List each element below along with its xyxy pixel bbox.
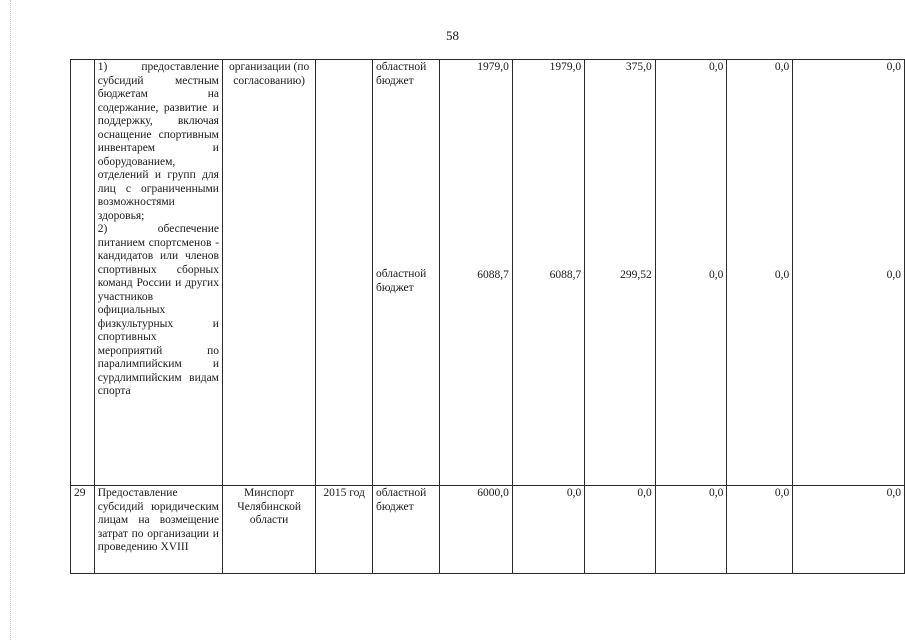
- activity-name-cell: [94, 60, 222, 486]
- value: 0,0: [886, 268, 901, 281]
- value: 6000,0: [439, 486, 512, 574]
- value: 6088,7: [549, 268, 582, 281]
- value-cell: [512, 60, 584, 486]
- budget-table: [70, 59, 905, 574]
- table-row: [71, 486, 905, 574]
- value: 0,0: [585, 486, 655, 574]
- year: [316, 60, 373, 486]
- funding-source: областной бюджет: [375, 61, 427, 87]
- value: 0,0: [512, 486, 584, 574]
- value: 6088,7: [477, 268, 509, 281]
- activity-name: Предоставление субсидий юридическим лицам на возмещение затрат по организации и проведению XVIII: [94, 486, 222, 574]
- value-cell: [439, 60, 512, 486]
- value-cell: [585, 60, 655, 486]
- funding-source: областной бюджет: [375, 268, 427, 294]
- value: 1979,0: [477, 61, 509, 73]
- value: 0,0: [886, 61, 901, 73]
- value-cell: [793, 60, 905, 486]
- row-number: [71, 60, 95, 486]
- page-number: 58: [446, 28, 459, 43]
- value-cell: [727, 60, 793, 486]
- value: 0,0: [793, 486, 905, 574]
- funding-source-cell: [372, 60, 439, 486]
- year: 2015 год: [316, 486, 373, 574]
- row-number: 29: [71, 486, 95, 574]
- activity-name: 2) обеспечение питанием спортсменов - кандидатов или членов спортивных сборных команд России и других участников официальных физкультурных и спортивных мероприятий по паралимпийским и сурдлимпийским видам спорта: [97, 223, 219, 397]
- value: 0,0: [708, 268, 724, 281]
- page-edge-mark: [10, 0, 11, 640]
- value: 0,0: [727, 486, 793, 574]
- value: 375,0: [625, 61, 652, 73]
- funding-source: областной бюджет: [372, 486, 439, 574]
- value: 0,0: [774, 268, 790, 281]
- value-cell: [655, 60, 727, 486]
- executor: организации (по согласованию): [222, 60, 315, 486]
- value: 0,0: [774, 61, 790, 73]
- value: 0,0: [655, 486, 727, 574]
- executor: Минспорт Челябинской области: [222, 486, 315, 574]
- table-row: [71, 60, 905, 486]
- value: 0,0: [708, 61, 724, 73]
- value: 299,52: [620, 268, 652, 281]
- activity-name: 1) предоставление субсидий местным бюджетам на содержание, развитие и поддержку, включая оснащение спортивным инвентарем и оборудованием, отделений и групп для лиц с ограниченными возможностями здоровья;: [97, 61, 219, 222]
- value: 1979,0: [549, 61, 582, 73]
